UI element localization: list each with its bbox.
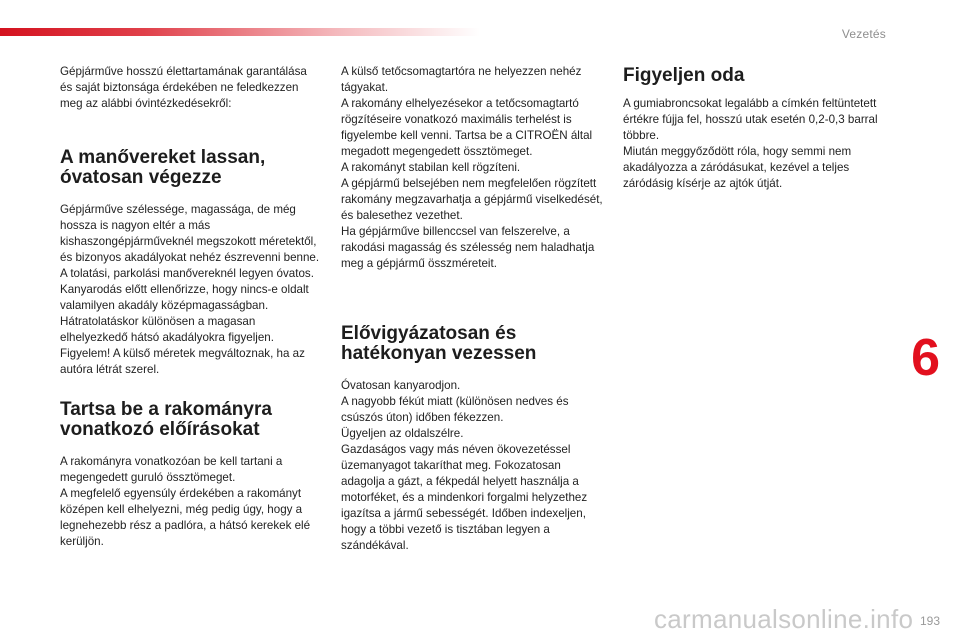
header-accent-bar [0,28,480,36]
section-title: Vezetés [841,27,886,41]
body-roof-rack: A külső tetőcsomagtartóra ne helyezzen nehéz tágyakat. A rakomány elhelyezésekor a tetőcsomagtartó rögzítéseire vonatkozó maximális terhelést is figyelembe kell venni. Tartsa be a CITROËN által megadott megengedett össztömeget. A rakományt stabilan kell rögzíteni. A gépjármű belsejében nem megfelelően rögzített rakomány megzavarhatja a gépjármű viselkedését, és balesethez vezethet. Ha gépjárműve billenccsel van felszerelve, a rakodási magasság és szélesség nem haladhatja meg a gépjármű összméreteit. [341,65,603,270]
body-careful-driving: Óvatosan kanyarodjon. A nagyobb fékút miatt (különösen nedves és csúszós úton) időben fékezzen. Ügyeljen az oldalszélre. Gazdaságos vagy más néven ökovezetéssel üzemanyagot takaríthat meg. Fokozatosan adagolja a gázt, a fékpedál helyett használja a motorféket, és a mindenkori forgalmi helyzethez igazítsa a jármű sebességét. Időben indexeljen, hogy a többi vezető is tisztában legyen a szándékával. [341,379,588,552]
body-cargo: A rakományra vonatkozóan be kell tartani a megengedett guruló össztömeget. A megfelelő egyensúly érdekében a rakományt középen kell elhelyezni, még pedig úgy, hogy a legnehezebb rész a padlóra, a hátsó kerekek elé kerüljön. [60,455,311,548]
body-maneuvers: Gépjárműve szélessége, magassága, de még hossza is nagyon eltér a más kishaszongépjárműveknél megszokott méretektől, és bizonyos akadályokat nehéz észrevenni benne. A tolatási, parkolási manővereknél legyen óvatos. Kanyarodás előtt ellenőrizze, hogy nincs-e oldalt valamilyen akadály középmagasságban. Hátratolatáskor különösen a magasan elhelyezkedő hátsó akadályokra figyeljen. Figyelem! A külső méretek megváltoznak, ha az autóra létrát szerel. [60,203,320,376]
body-attention: A gumiabroncsokat legalább a címkén feltüntetett értékre fújja fel, hosszú utak esetén 0,2-0,3 barral többre. Miután meggyőződött róla, hogy semmi nem akadályozza a záródásukat, kezével a teljes záródásig kísérje az ajtók útját. [623,97,878,190]
heading-cargo: Tartsa be a rakományra vonatkozó előírásokat [60,399,272,440]
watermark: carmanualsonline.info [654,604,914,634]
heading-attention: Figyeljen oda [623,65,745,86]
column-left [60,64,322,550]
intro-paragraph: Gépjárműve hosszú élettartamának garantálása és saját biztonsága érdekében ne feledkezzen meg az alábbi óvintézkedésekről: [60,65,307,110]
page-number: 193 [919,614,940,628]
column-middle [341,64,603,554]
chapter-number: 6 [911,329,940,387]
column-right [623,64,893,192]
heading-careful-driving: Elővigyázatosan és hatékonyan vezessen [341,323,537,364]
heading-maneuvers: A manővereket lassan, óvatosan végezze [60,147,266,188]
